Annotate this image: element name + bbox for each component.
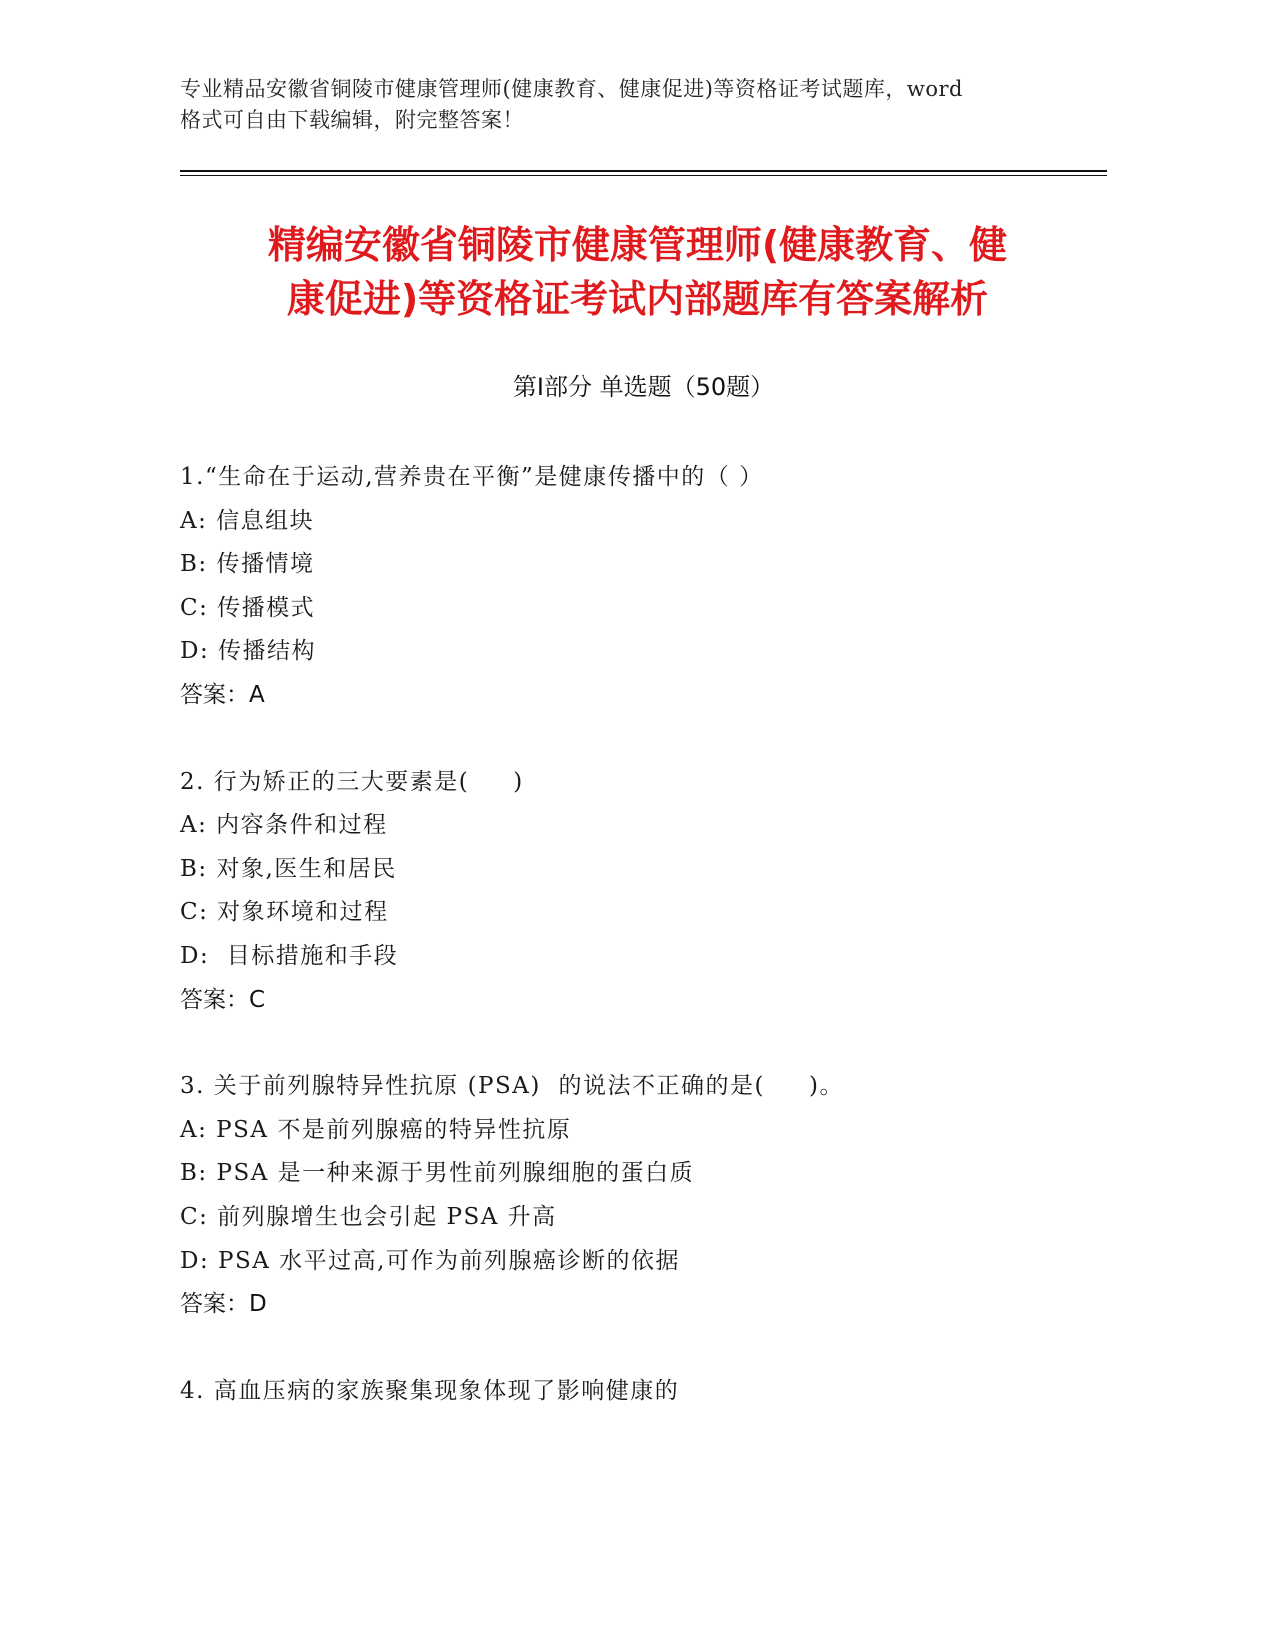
question-stem: 4. 高血压病的家族聚集现象体现了影响健康的 xyxy=(180,1377,680,1404)
question-list xyxy=(180,456,1110,1456)
option-a: A: 内容条件和过程 xyxy=(180,812,388,839)
question-stem: 1.“生命在于运动,营养贵在平衡”是健康传播中的（ ） xyxy=(180,464,764,490)
header-note xyxy=(180,74,1110,136)
header-rule-thin xyxy=(180,175,1107,176)
header-note-line-2: 格式可自由下载编辑，附完整答案！ xyxy=(180,108,524,132)
document-title-line-2: 康促进)等资格证考试内部题库有答案解析 xyxy=(286,277,989,321)
option-c: C: 对象环境和过程 xyxy=(180,899,389,926)
option-b: B: 传播情境 xyxy=(180,551,315,578)
answer-line: 答案：C xyxy=(180,986,266,1013)
option-b: B: PSA 是一种来源于男性前列腺细胞的蛋白质 xyxy=(180,1160,695,1187)
option-b: B: 对象,医生和居民 xyxy=(180,855,397,882)
header-rule-thick xyxy=(180,170,1107,172)
option-c: C: 前列腺增生也会引起 PSA 升高 xyxy=(180,1203,557,1230)
question-item xyxy=(180,1065,1110,1327)
option-d: D: 目标措施和手段 xyxy=(180,942,399,969)
section-title: 第Ⅰ部分 单选题（50题） xyxy=(512,373,775,401)
answer-line: 答案：A xyxy=(180,681,265,708)
option-a: A: 信息组块 xyxy=(180,507,315,534)
option-a: A: PSA 不是前列腺癌的特异性抗原 xyxy=(180,1116,572,1143)
question-item xyxy=(180,761,1110,1023)
option-d: D: 传播结构 xyxy=(180,638,317,665)
question-item xyxy=(180,1370,1110,1414)
question-item xyxy=(180,456,1110,718)
answer-line: 答案：D xyxy=(180,1291,267,1318)
option-d: D: PSA 水平过高,可作为前列腺癌诊断的依据 xyxy=(180,1247,680,1274)
question-stem: 2. 行为矫正的三大要素是( ) xyxy=(180,768,524,795)
option-c: C: 传播模式 xyxy=(180,594,316,621)
header-note-line-1: 专业精品安徽省铜陵市健康管理师(健康教育、健康促进)等资格证考试题库，word xyxy=(180,77,963,101)
question-stem: 3. 关于前列腺特异性抗原 (PSA) 的说法不正确的是( )。 xyxy=(180,1073,844,1100)
document-title xyxy=(170,218,1105,326)
document-title-line-1: 精编安徽省铜陵市健康管理师(健康教育、健 xyxy=(267,223,1008,267)
